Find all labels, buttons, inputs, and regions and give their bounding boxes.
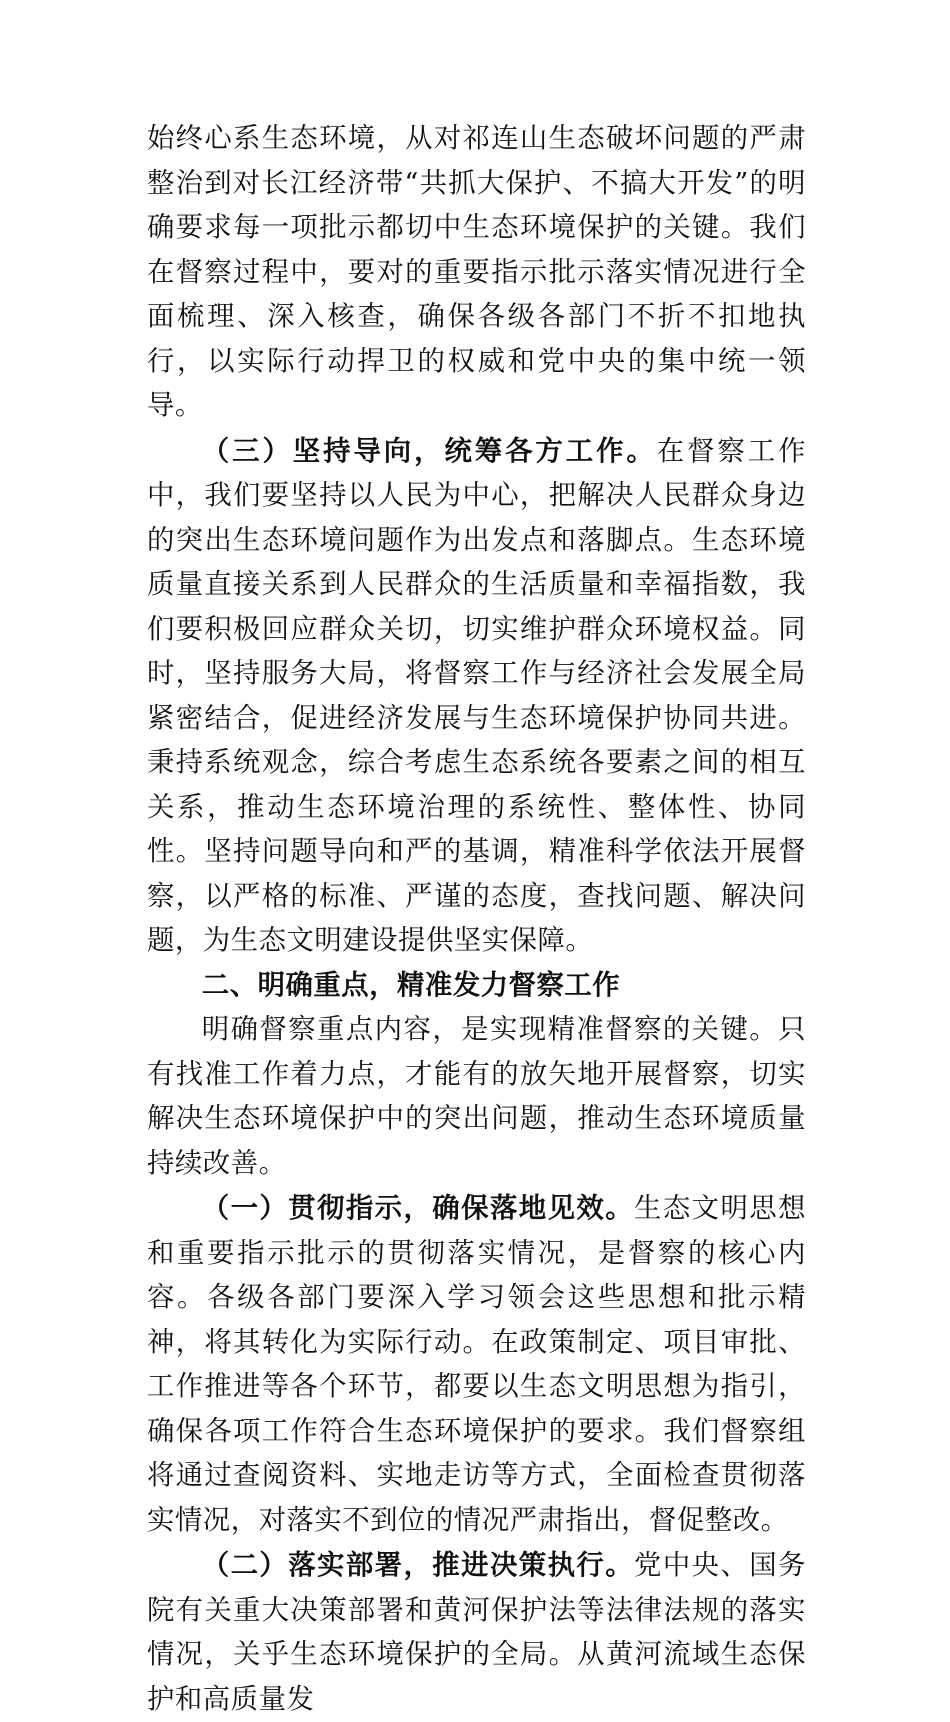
paragraph-2-text: 在督察工作中，我们要坚持以人民为中心，把解决人民群众身边的突出生态环境问题作为出发点和落脚点。生态环境质量直接关系到人民群众的生活质量和幸福指数，我们要积极回应群众关切，切实维护群众环境权益。同时，坚持服务大局，将督察工作与经济社会发展全局紧密结合，促进经济发展与生态环境保护协同共进。秉持系统观念，综合考虑生态系统各要素之间的相互关系，推动生态环境治理的系统性、整体性、协同性。坚持问题导向和严的基调，精准科学依法开展督察，以严格的标准、严谨的态度，查找问题、解决问题，为生态文明建设提供坚实保障。 — [147, 435, 806, 956]
section-heading-2: 二、明确重点，精准发力督察工作 — [201, 969, 621, 1001]
paragraph-3 — [147, 1008, 806, 1186]
subsection-2-title: （二）落实部署，推进决策执行。 — [201, 1549, 635, 1581]
section-3-title: （三）坚持导向，统筹各方工作。 — [201, 434, 657, 467]
paragraph-4 — [147, 1186, 806, 1543]
paragraph-5 — [147, 1543, 806, 1722]
paragraph-1-text: 始终心系生态环境，从对祁连山生态破坏问题的严肃整治到对长江经济带“共抓大保护、不搞大开发”的明确要求每一项批示都切中生态环境保护的关键。我们在督察过程中，要对的重要指示批示落实情况进行全面梳理、深入核查，确保各级各部门不折不扣地执行，以实际行动捍卫的权威和党中央的集中统一领导。 — [147, 123, 806, 421]
paragraph-2 — [147, 429, 806, 964]
paragraph-1 — [147, 117, 806, 429]
paragraph-5-text: 党中央、国务院有关重大决策部署和黄河保护法等法律法规的落实情况，关乎生态环境保护的全局。从黄河流域生态保护和高质量发 — [147, 1550, 806, 1715]
paragraph-4-text: 生态文明思想和重要指示批示的贯彻落实情况，是督察的核心内容。各级各部门要深入学习领会这些思想和批示精神，将其转化为实际行动。在政策制定、项目审批、工作推进等各个环节，都要以生态文明思想为指引，确保各项工作符合生态环境保护的要求。我们督察组将通过查阅资料、实地走访等方式，全面检查贯彻落实情况，对落实不到位的情况严肃指出，督促整改。 — [147, 1193, 806, 1536]
paragraph-3-text: 明确督察重点内容，是实现精准督察的关键。只有找准工作着力点，才能有的放矢地开展督察，切实解决生态环境保护中的突出问题，推动生态环境质量持续改善。 — [147, 1014, 806, 1179]
document-body — [147, 117, 806, 1722]
subsection-1-title: （一）贯彻指示，确保落地见效。 — [201, 1192, 635, 1224]
